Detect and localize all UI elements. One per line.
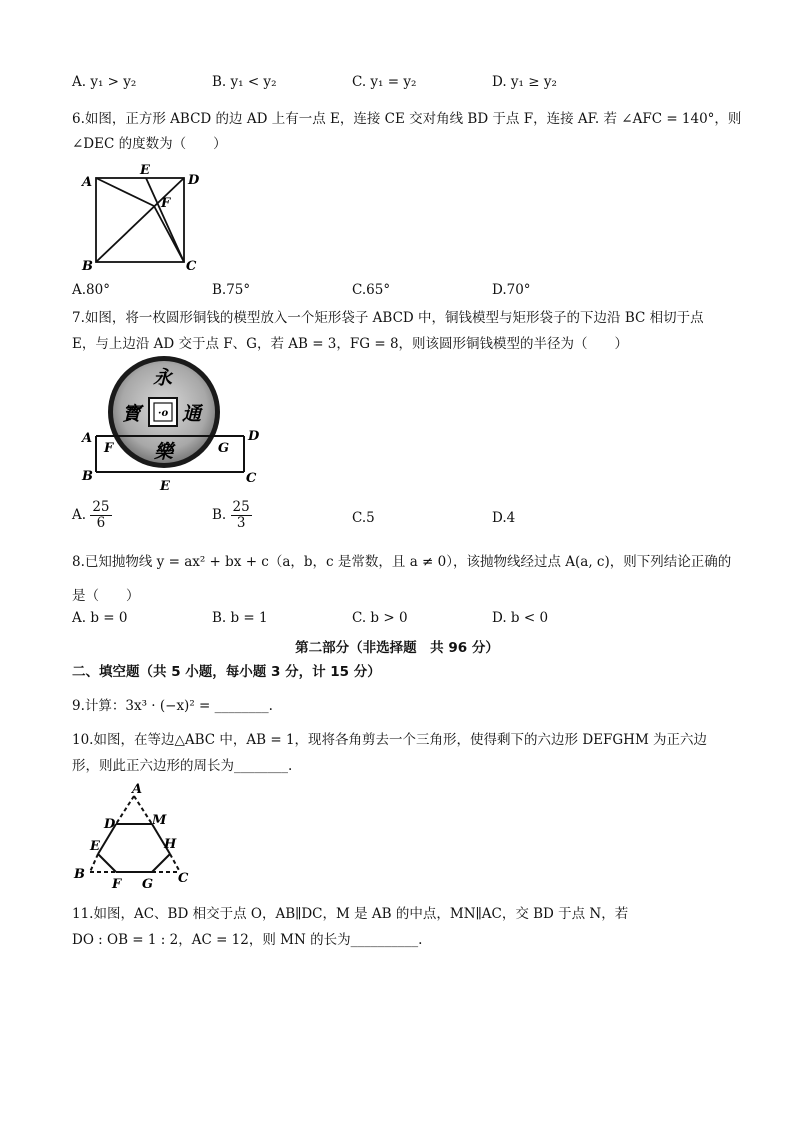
q7-label-d: D [248, 429, 260, 444]
q7-option-b-fraction: $\frac{25}{3}$ [232, 499, 250, 531]
q7-coin-char-right: 通 [182, 403, 202, 425]
q6-stem-line1: 6.如图，正方形 ABCD 的边 AD 上有一点 E，连接 CE 交对角线 BD 于点 F，连接 AF. 若 ∠AFC = 140°，则 [72, 111, 742, 127]
q10-label-e: E [90, 839, 100, 854]
q10-label-b: B [74, 867, 85, 882]
q10-stem-line1: 10.如图，在等边△ABC 中，AB = 1，现将各角剪去一个三角形，使得剩下的六边形 DEFGHM 为正六边 [72, 732, 708, 748]
q6-label-c: C [186, 259, 197, 272]
q5-option-c: C. y₁ = y₂ [352, 74, 417, 90]
q8-stem-line2: 是（ ） [72, 588, 140, 604]
q8-option-b: B. b = 1 [212, 610, 268, 626]
q7-label-e: E [160, 479, 170, 494]
q11-stem-line1: 11.如图，AC、BD 相交于点 O，AB∥DC，M 是 AB 的中点，MN∥AC，交 BD 于点 N，若 [72, 906, 629, 922]
part2-title: 第二部分（非选择题 共 96 分） [295, 640, 499, 656]
q6-label-b: B [82, 259, 93, 272]
q11-stem-line2: DO : OB = 1 : 2，AC = 12，则 MN 的长为__________. [72, 932, 423, 948]
q7-option-b: B. $\frac{25}{3}$ [212, 499, 250, 531]
q10-label-c: C [178, 871, 189, 886]
q10-label-h: H [164, 837, 177, 852]
q10-label-f: F [112, 877, 122, 890]
q10-label-g: G [142, 877, 154, 890]
q10-stem-line2: 形，则此正六边形的周长为________. [72, 758, 293, 774]
q7-label-g: G [218, 441, 230, 456]
q7-option-c: C.5 [352, 510, 375, 526]
q6-option-d: D.70° [492, 282, 531, 298]
svg-text:·o: ·o [158, 408, 169, 419]
q10-label-m: M [152, 813, 167, 828]
q6-label-f: F [161, 196, 171, 211]
q8-stem-line1: 8.已知抛物线 y = ax² + bx + c（a，b，c 是常数，且 a ≠ 0），该抛物线经过点 A(a, c)，则下列结论正确的 [72, 554, 732, 570]
q6-option-a: A.80° [72, 282, 110, 298]
q8-option-d: D. b < 0 [492, 610, 549, 626]
q7-option-a-fraction: $\frac{25}{6}$ [92, 499, 110, 531]
q7-label-f: F [104, 441, 114, 456]
q7-option-d: D.4 [492, 510, 516, 526]
q7-stem-line1: 7.如图，将一枚圆形铜钱的模型放入一个矩形袋子 ABCD 中，铜钱模型与矩形袋子的下边沿 BC 相切于点 [72, 310, 704, 326]
q7-option-a: A. $\frac{25}{6}$ [72, 499, 110, 531]
q6-label-d: D [188, 173, 200, 188]
q7-label-c: C [246, 471, 257, 486]
q7-label-b: B [82, 469, 93, 484]
q6-label-a: A [82, 175, 93, 190]
q7-coin-figure [78, 354, 268, 496]
q7-label-a: A [82, 431, 93, 446]
q7-coin-char-left: 寳 [122, 403, 142, 425]
q6-square-figure [78, 160, 208, 272]
q8-option-a: A. b = 0 [72, 610, 128, 626]
q7-stem-line2: E，与上边沿 AD 交于点 F、G，若 AB = 3，FG = 8，则该圆形铜钱模型的半径为（ ） [72, 336, 629, 352]
q7-coin-char-bottom: 樂 [154, 441, 174, 463]
q6-option-c: C.65° [352, 282, 391, 298]
q5-option-d: D. y₁ ≥ y₂ [492, 74, 557, 90]
q6-label-e: E [140, 163, 150, 178]
q9-stem: 9.计算：3x³ · (−x)² = ________. [72, 698, 273, 714]
q10-triangle-figure [72, 782, 198, 890]
q5-option-a: A. y₁ > y₂ [72, 74, 137, 90]
section2-title: 二、填空题（共 5 小题，每小题 3 分，计 15 分） [72, 664, 381, 680]
q6-option-b: B.75° [212, 282, 251, 298]
q8-option-c: C. b > 0 [352, 610, 408, 626]
q10-label-a: A [132, 782, 143, 797]
q10-label-d: D [104, 817, 116, 832]
q6-stem-line2: ∠DEC 的度数为（ ） [72, 136, 227, 152]
q5-option-b: B. y₁ < y₂ [212, 74, 277, 90]
q7-coin-char-top: 永 [153, 367, 173, 389]
